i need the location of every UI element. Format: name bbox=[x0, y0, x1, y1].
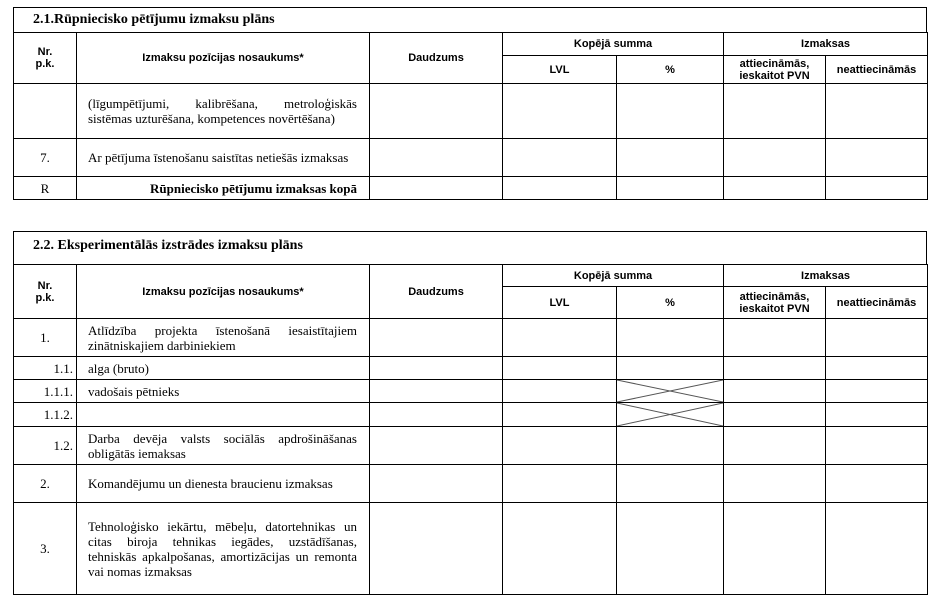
cost-table-2-1 bbox=[13, 32, 928, 200]
lvl-cell[interactable] bbox=[503, 403, 617, 427]
row-description: Rūpniecisko pētījumu izmaksas kopā bbox=[77, 177, 370, 200]
row-description: vadošais pētnieks bbox=[77, 380, 370, 403]
eligible-cell[interactable] bbox=[724, 357, 826, 380]
quantity-cell[interactable] bbox=[370, 503, 503, 595]
row-number: 1.1.1. bbox=[14, 380, 77, 403]
lvl-cell[interactable] bbox=[503, 465, 617, 503]
header-nr bbox=[14, 265, 77, 319]
percent-cell[interactable] bbox=[617, 503, 724, 595]
lvl-cell[interactable] bbox=[503, 427, 617, 465]
eligible-cell[interactable] bbox=[724, 177, 826, 200]
percent-cell[interactable] bbox=[617, 139, 724, 177]
eligible-cell[interactable] bbox=[724, 319, 826, 357]
header-item-name: Izmaksu pozīcijas nosaukums* bbox=[77, 265, 370, 319]
lvl-cell[interactable] bbox=[503, 139, 617, 177]
percent-cell-crossed bbox=[617, 403, 724, 427]
table-row-total bbox=[14, 177, 928, 200]
quantity-cell[interactable] bbox=[370, 139, 503, 177]
cross-out-mark bbox=[617, 380, 723, 402]
row-number: 1.1.2. bbox=[14, 403, 77, 427]
ineligible-cell[interactable] bbox=[826, 380, 928, 403]
ineligible-cell[interactable] bbox=[826, 357, 928, 380]
header-ineligible: neattiecināmās bbox=[826, 287, 928, 319]
section-title: 2.1.Rūpniecisko pētījumu izmaksu plāns bbox=[13, 7, 927, 32]
percent-cell[interactable] bbox=[617, 84, 724, 139]
eligible-cell[interactable] bbox=[724, 465, 826, 503]
header-quantity: Daudzums bbox=[370, 265, 503, 319]
header-pk-label: p.k. bbox=[35, 58, 55, 70]
section-2-1 bbox=[13, 7, 927, 200]
header-pk-label: p.k. bbox=[35, 291, 55, 304]
cost-table-2-2 bbox=[13, 264, 928, 595]
table-row bbox=[14, 465, 928, 503]
header-percent: % bbox=[617, 287, 724, 319]
row-number: R bbox=[14, 177, 77, 200]
section-title: 2.2. Eksperimentālās izstrādes izmaksu plāns bbox=[13, 231, 927, 264]
header-eligible-line2: ieskaitot PVN bbox=[739, 69, 810, 82]
header-total-sum: Kopējā summa bbox=[503, 265, 724, 287]
row-number: 2. bbox=[14, 465, 77, 503]
row-description: Ar pētījuma īstenošanu saistītas netiešās izmaksas bbox=[77, 139, 370, 177]
row-description: (līgumpētījumi, kalibrēšana, metroloģiskās sistēmas uzturēšana, kompetences novērtēšana) bbox=[77, 84, 370, 139]
row-number: 7. bbox=[14, 139, 77, 177]
percent-cell[interactable] bbox=[617, 357, 724, 380]
percent-cell-crossed bbox=[617, 380, 724, 403]
table-row bbox=[14, 139, 928, 177]
row-number: 1.2. bbox=[14, 427, 77, 465]
lvl-cell[interactable] bbox=[503, 84, 617, 139]
eligible-cell[interactable] bbox=[724, 139, 826, 177]
table-row bbox=[14, 427, 928, 465]
lvl-cell[interactable] bbox=[503, 503, 617, 595]
header-costs: Izmaksas bbox=[724, 265, 928, 287]
row-number: 1.1. bbox=[14, 357, 77, 380]
row-number: 1. bbox=[14, 319, 77, 357]
cross-out-mark bbox=[617, 403, 723, 426]
table-row bbox=[14, 357, 928, 380]
header-eligible bbox=[724, 287, 826, 319]
quantity-cell[interactable] bbox=[370, 427, 503, 465]
ineligible-cell[interactable] bbox=[826, 139, 928, 177]
ineligible-cell[interactable] bbox=[826, 503, 928, 595]
percent-cell[interactable] bbox=[617, 427, 724, 465]
header-percent: % bbox=[617, 56, 724, 84]
eligible-cell[interactable] bbox=[724, 84, 826, 139]
quantity-cell[interactable] bbox=[370, 465, 503, 503]
header-total-sum: Kopējā summa bbox=[503, 33, 724, 56]
header-eligible-line1: attiecināmās, bbox=[739, 290, 810, 303]
lvl-cell[interactable] bbox=[503, 177, 617, 200]
header-eligible-line2: ieskaitot PVN bbox=[739, 302, 810, 315]
ineligible-cell[interactable] bbox=[826, 465, 928, 503]
header-item-name: Izmaksu pozīcijas nosaukums* bbox=[77, 33, 370, 84]
table-row bbox=[14, 380, 928, 403]
ineligible-cell[interactable] bbox=[826, 403, 928, 427]
header-costs: Izmaksas bbox=[724, 33, 928, 56]
table-row bbox=[14, 84, 928, 139]
row-description: alga (bruto) bbox=[77, 357, 370, 380]
lvl-cell[interactable] bbox=[503, 357, 617, 380]
lvl-cell[interactable] bbox=[503, 319, 617, 357]
row-number: 3. bbox=[14, 503, 77, 595]
header-nr-label: Nr. bbox=[37, 46, 53, 58]
percent-cell[interactable] bbox=[617, 465, 724, 503]
row-description: Atlīdzība projekta īstenošanā iesaistītajiem zinātniskajiem darbiniekiem bbox=[77, 319, 370, 357]
header-nr-label: Nr. bbox=[37, 279, 53, 292]
row-number bbox=[14, 84, 77, 139]
header-lvl: LVL bbox=[503, 287, 617, 319]
quantity-cell[interactable] bbox=[370, 177, 503, 200]
row-description: Komandējumu un dienesta braucienu izmaksas bbox=[77, 465, 370, 503]
ineligible-cell[interactable] bbox=[826, 427, 928, 465]
header-ineligible: neattiecināmās bbox=[826, 56, 928, 84]
ineligible-cell[interactable] bbox=[826, 319, 928, 357]
ineligible-cell[interactable] bbox=[826, 177, 928, 200]
header-lvl: LVL bbox=[503, 56, 617, 84]
quantity-cell[interactable] bbox=[370, 319, 503, 357]
lvl-cell[interactable] bbox=[503, 380, 617, 403]
quantity-cell[interactable] bbox=[370, 84, 503, 139]
row-description bbox=[77, 403, 370, 427]
table-row bbox=[14, 503, 928, 595]
header-nr bbox=[14, 33, 77, 84]
eligible-cell[interactable] bbox=[724, 380, 826, 403]
eligible-cell[interactable] bbox=[724, 403, 826, 427]
percent-cell[interactable] bbox=[617, 177, 724, 200]
percent-cell[interactable] bbox=[617, 319, 724, 357]
eligible-cell[interactable] bbox=[724, 503, 826, 595]
row-description: Darba devēja valsts sociālās apdrošināšanas obligātās iemaksas bbox=[77, 427, 370, 465]
table-row bbox=[14, 319, 928, 357]
header-quantity: Daudzums bbox=[370, 33, 503, 84]
ineligible-cell[interactable] bbox=[826, 84, 928, 139]
quantity-cell[interactable] bbox=[370, 357, 503, 380]
eligible-cell[interactable] bbox=[724, 427, 826, 465]
header-eligible bbox=[724, 56, 826, 84]
row-description: Tehnoloģisko iekārtu, mēbeļu, datortehnikas un citas biroja tehnikas iegādes, uzstādīšanas, tehniskās apkalpošanas, amortizācijas un remonta vai nomas izmaksas bbox=[77, 503, 370, 595]
table-row bbox=[14, 403, 928, 427]
header-eligible-line1: attiecināmās, bbox=[739, 57, 810, 70]
section-2-2 bbox=[13, 231, 927, 595]
quantity-cell[interactable] bbox=[370, 380, 503, 403]
quantity-cell[interactable] bbox=[370, 403, 503, 427]
